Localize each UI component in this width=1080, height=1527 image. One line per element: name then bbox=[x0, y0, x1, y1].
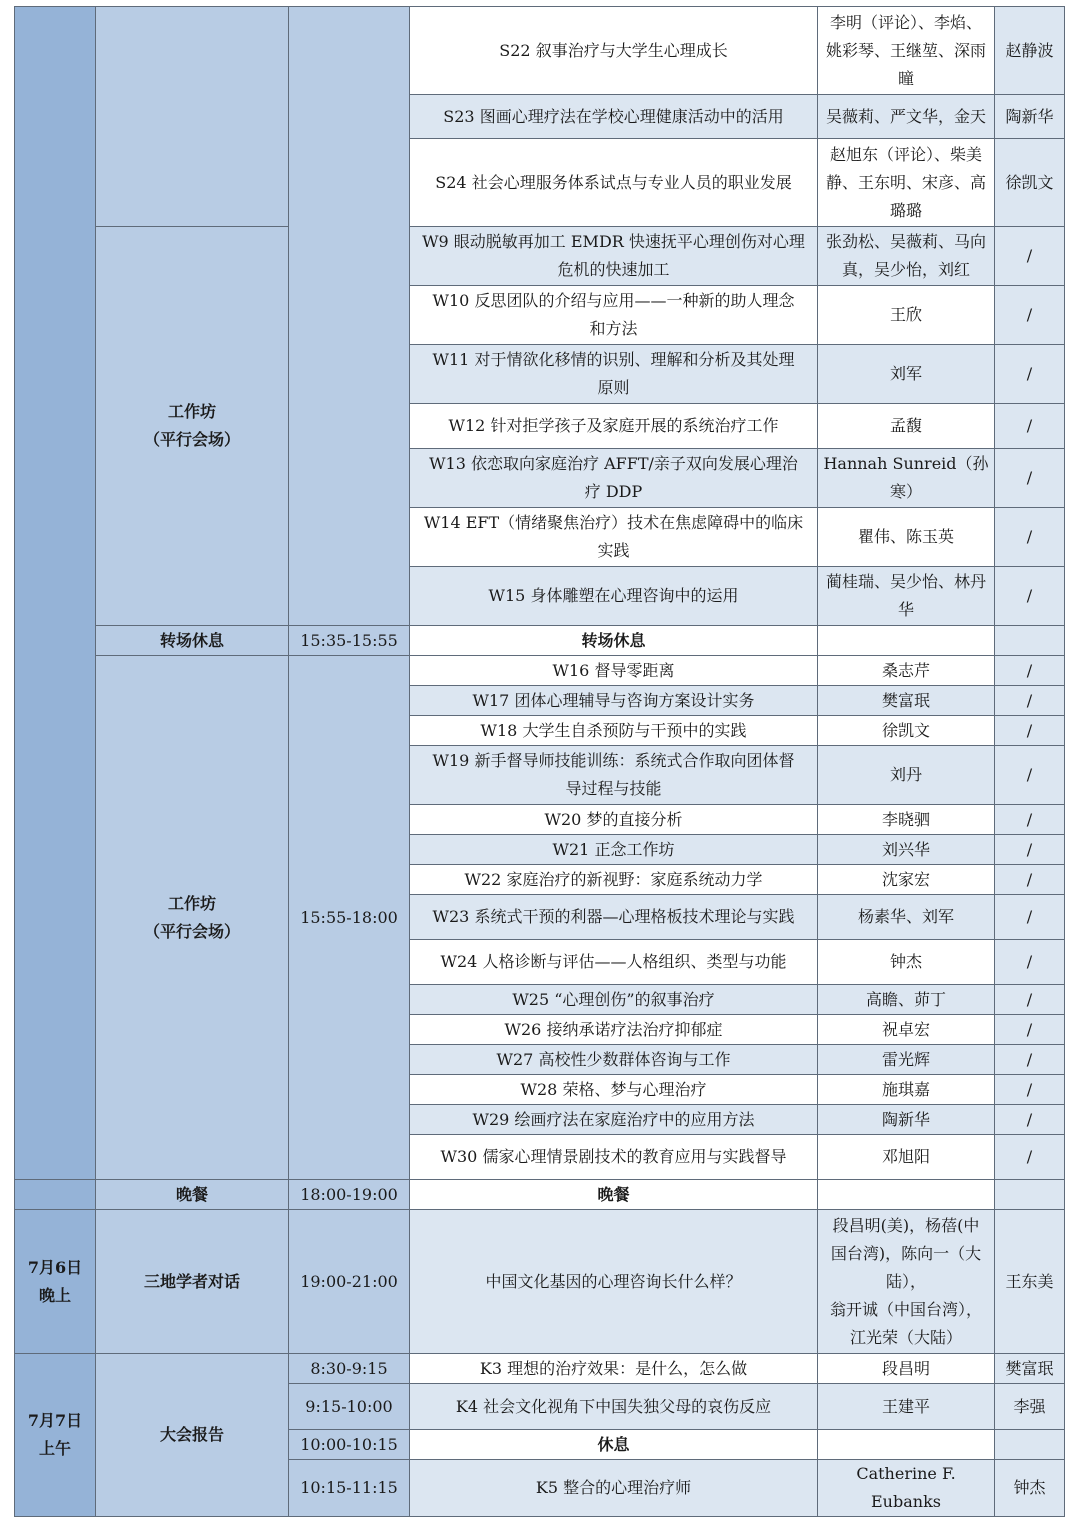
session-host: / bbox=[995, 835, 1065, 865]
session-speakers: 李明（评论）、李焰、 姚彩琴、王继堃、深雨 曈 bbox=[818, 7, 995, 95]
session-topic: 转场休息 bbox=[410, 626, 818, 656]
session-host: 陶新华 bbox=[995, 95, 1065, 139]
session-speakers: Catherine F. Eubanks bbox=[818, 1460, 995, 1517]
table-row bbox=[15, 7, 1065, 95]
session-speakers: 施琪嘉 bbox=[818, 1075, 995, 1105]
session-date: 7月6日 晚上 bbox=[15, 1210, 96, 1354]
session-host: / bbox=[995, 567, 1065, 626]
session-time: 19:00-21:00 bbox=[289, 1210, 410, 1354]
table-row bbox=[15, 626, 1065, 656]
session-speakers: 李晓驷 bbox=[818, 805, 995, 835]
session-host: / bbox=[995, 449, 1065, 508]
session-speakers bbox=[818, 1430, 995, 1460]
session-speakers: 张劲松、吴薇莉、马向 真，吴少怡，刘红 bbox=[818, 227, 995, 286]
session-topic: W24 人格诊断与评估——人格组织、类型与功能 bbox=[410, 940, 818, 985]
session-host: / bbox=[995, 1135, 1065, 1180]
session-topic: W11 对于情欲化移情的识别、理解和分析及其处理 原则 bbox=[410, 345, 818, 404]
session-topic: K5 整合的心理治疗师 bbox=[410, 1460, 818, 1517]
session-speakers: 祝卓宏 bbox=[818, 1015, 995, 1045]
session-host: 李强 bbox=[995, 1384, 1065, 1430]
session-topic: W29 绘画疗法在家庭治疗中的应用方法 bbox=[410, 1105, 818, 1135]
session-topic: K4 社会文化视角下中国失独父母的哀伤反应 bbox=[410, 1384, 818, 1430]
session-host bbox=[995, 1430, 1065, 1460]
session-time: 10:00-10:15 bbox=[289, 1430, 410, 1460]
session-topic: W10 反思团队的介绍与应用——一种新的助人理念 和方法 bbox=[410, 286, 818, 345]
session-host: / bbox=[995, 895, 1065, 940]
session-host: 赵静波 bbox=[995, 7, 1065, 95]
session-topic: S24 社会心理服务体系试点与专业人员的职业发展 bbox=[410, 139, 818, 227]
session-speakers: 王建平 bbox=[818, 1384, 995, 1430]
session-topic: W30 儒家心理情景剧技术的教育应用与实践督导 bbox=[410, 1135, 818, 1180]
type-cell-blank bbox=[96, 7, 289, 227]
session-host: / bbox=[995, 716, 1065, 746]
session-host: / bbox=[995, 1075, 1065, 1105]
session-speakers bbox=[818, 1180, 995, 1210]
session-speakers bbox=[818, 626, 995, 656]
session-speakers: 沈家宏 bbox=[818, 865, 995, 895]
session-speakers: 王欣 bbox=[818, 286, 995, 345]
table-row bbox=[15, 1210, 1065, 1354]
session-topic: W28 荣格、梦与心理治疗 bbox=[410, 1075, 818, 1105]
session-speakers: 吴薇莉、严文华，金天 bbox=[818, 95, 995, 139]
session-host: 樊富珉 bbox=[995, 1354, 1065, 1384]
table-row bbox=[15, 656, 1065, 686]
session-host: / bbox=[995, 508, 1065, 567]
session-speakers: 瞿伟、陈玉英 bbox=[818, 508, 995, 567]
session-type-label: 工作坊 （平行会场） bbox=[96, 227, 289, 626]
session-topic: W27 高校性少数群体咨询与工作 bbox=[410, 1045, 818, 1075]
session-date: 7月7日 上午 bbox=[15, 1354, 96, 1517]
session-time: 9:15-10:00 bbox=[289, 1384, 410, 1430]
session-speakers: 赵旭东（评论）、柴美 静、王东明、宋彦、高 璐璐 bbox=[818, 139, 995, 227]
session-host: / bbox=[995, 1045, 1065, 1075]
session-host: / bbox=[995, 1015, 1065, 1045]
session-topic: W15 身体雕塑在心理咨询中的运用 bbox=[410, 567, 818, 626]
session-speakers: 钟杰 bbox=[818, 940, 995, 985]
session-host: / bbox=[995, 656, 1065, 686]
session-host: / bbox=[995, 286, 1065, 345]
session-host: / bbox=[995, 805, 1065, 835]
session-topic: W12 针对拒学孩子及家庭开展的系统治疗工作 bbox=[410, 404, 818, 449]
table-row bbox=[15, 1354, 1065, 1384]
session-speakers: 蔺桂瑞、吴少怡、林丹 华 bbox=[818, 567, 995, 626]
session-host: 钟杰 bbox=[995, 1460, 1065, 1517]
session-topic: W17 团体心理辅导与咨询方案设计实务 bbox=[410, 686, 818, 716]
session-speakers: 桑志芹 bbox=[818, 656, 995, 686]
session-speakers: 徐凯文 bbox=[818, 716, 995, 746]
session-host: / bbox=[995, 345, 1065, 404]
session-speakers: 孟馥 bbox=[818, 404, 995, 449]
table-row bbox=[15, 227, 1065, 286]
session-topic: S23 图画心理疗法在学校心理健康活动中的活用 bbox=[410, 95, 818, 139]
session-host: / bbox=[995, 940, 1065, 985]
session-speakers: 杨素华、刘军 bbox=[818, 895, 995, 940]
session-type-label: 大会报告 bbox=[96, 1354, 289, 1517]
session-time: 15:35-15:55 bbox=[289, 626, 410, 656]
session-speakers: 刘军 bbox=[818, 345, 995, 404]
session-speakers: 刘丹 bbox=[818, 746, 995, 805]
session-speakers: 刘兴华 bbox=[818, 835, 995, 865]
date-cell-blank bbox=[15, 7, 96, 1180]
session-topic: W14 EFT（情绪聚焦治疗）技术在焦虑障碍中的临床 实践 bbox=[410, 508, 818, 567]
session-type-label: 工作坊 （平行会场） bbox=[96, 656, 289, 1180]
session-topic: W21 正念工作坊 bbox=[410, 835, 818, 865]
session-time: 10:15-11:15 bbox=[289, 1460, 410, 1517]
session-speakers: 高瞻、茆丁 bbox=[818, 985, 995, 1015]
session-topic: W9 眼动脱敏再加工 EMDR 快速抚平心理创伤对心理 危机的快速加工 bbox=[410, 227, 818, 286]
session-time: 15:55-18:00 bbox=[289, 656, 410, 1180]
session-host: 徐凯文 bbox=[995, 139, 1065, 227]
session-type-label: 三地学者对话 bbox=[96, 1210, 289, 1354]
session-speakers: 段昌明 bbox=[818, 1354, 995, 1384]
session-speakers: 樊富珉 bbox=[818, 686, 995, 716]
session-topic: 休息 bbox=[410, 1430, 818, 1460]
date-cell-blank bbox=[15, 1180, 96, 1210]
session-host: / bbox=[995, 227, 1065, 286]
session-host: 王东美 bbox=[995, 1210, 1065, 1354]
session-topic: W26 接纳承诺疗法治疗抑郁症 bbox=[410, 1015, 818, 1045]
session-topic: W25 “心理创伤”的叙事治疗 bbox=[410, 985, 818, 1015]
session-time: 18:00-19:00 bbox=[289, 1180, 410, 1210]
session-host: / bbox=[995, 746, 1065, 805]
session-topic: W22 家庭治疗的新视野：家庭系统动力学 bbox=[410, 865, 818, 895]
session-type-label: 转场休息 bbox=[96, 626, 289, 656]
session-host: / bbox=[995, 985, 1065, 1015]
time-cell-blank bbox=[289, 7, 410, 626]
session-topic: W16 督导零距离 bbox=[410, 656, 818, 686]
table-row bbox=[15, 1180, 1065, 1210]
session-topic: W13 依恋取向家庭治疗 AFFT/亲子双向发展心理治 疗 DDP bbox=[410, 449, 818, 508]
session-host: / bbox=[995, 865, 1065, 895]
session-host: / bbox=[995, 404, 1065, 449]
session-host: / bbox=[995, 1105, 1065, 1135]
session-time: 8:30-9:15 bbox=[289, 1354, 410, 1384]
session-speakers: 雷光辉 bbox=[818, 1045, 995, 1075]
session-speakers: 陶新华 bbox=[818, 1105, 995, 1135]
schedule-table bbox=[14, 6, 1065, 1517]
session-speakers: 段昌明(美)，杨蓓(中 国台湾)，陈向一（大 陆）， 翁开诚（中国台湾）， 江光荣（大陆） bbox=[818, 1210, 995, 1354]
session-host: / bbox=[995, 686, 1065, 716]
session-topic: W18 大学生自杀预防与干预中的实践 bbox=[410, 716, 818, 746]
session-topic: W19 新手督导师技能训练：系统式合作取向团体督 导过程与技能 bbox=[410, 746, 818, 805]
session-speakers: 邓旭阳 bbox=[818, 1135, 995, 1180]
session-speakers: Hannah Sunreid（孙 寒） bbox=[818, 449, 995, 508]
session-topic: K3 理想的治疗效果：是什么，怎么做 bbox=[410, 1354, 818, 1384]
session-host bbox=[995, 626, 1065, 656]
session-type-label: 晚餐 bbox=[96, 1180, 289, 1210]
schedule-sheet bbox=[14, 6, 1064, 1517]
session-host bbox=[995, 1180, 1065, 1210]
session-topic: 中国文化基因的心理咨询长什么样？ bbox=[410, 1210, 818, 1354]
session-topic: S22 叙事治疗与大学生心理成长 bbox=[410, 7, 818, 95]
session-topic: W20 梦的直接分析 bbox=[410, 805, 818, 835]
session-topic: W23 系统式干预的利器—心理格板技术理论与实践 bbox=[410, 895, 818, 940]
session-topic: 晚餐 bbox=[410, 1180, 818, 1210]
